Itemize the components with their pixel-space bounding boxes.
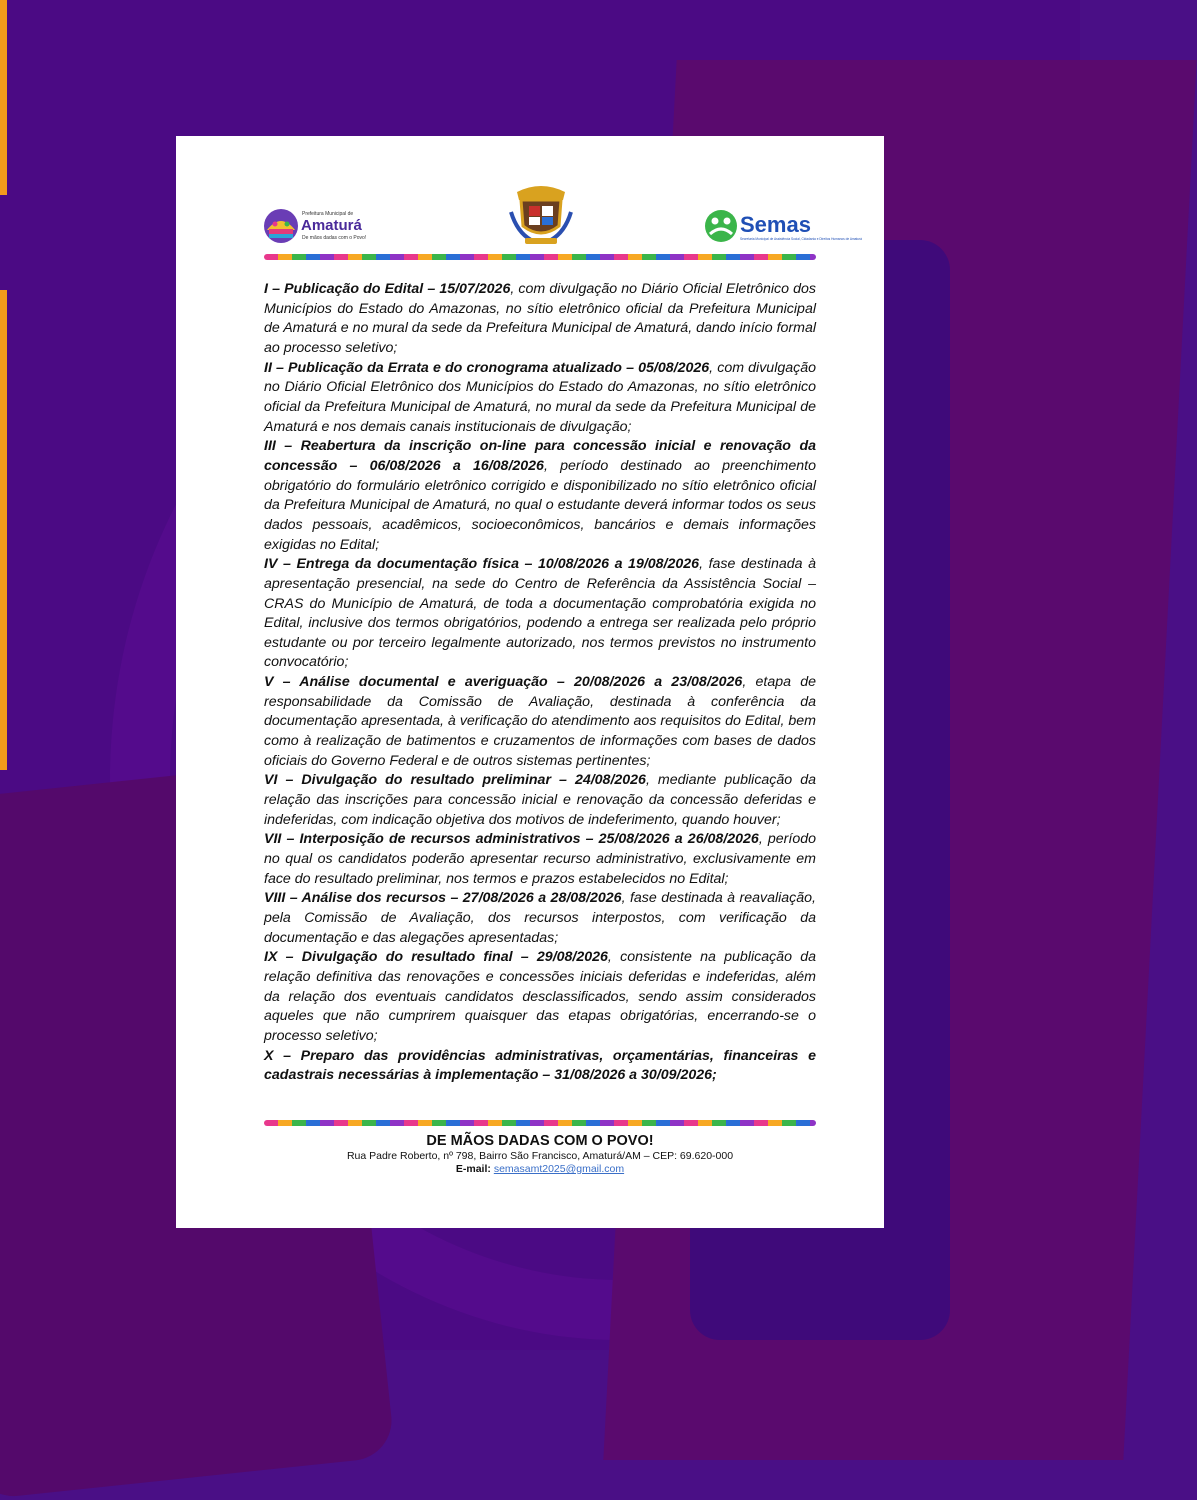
schedule-item-title: VI – Divulgação do resultado preliminar – 24/08/2026	[264, 772, 646, 789]
schedule-item-3	[264, 437, 816, 555]
schedule-item-text: , período destinado ao preenchimento obrigatório do formulário eletrônico corrigido e disponibilizado no sítio eletrônico oficial da Prefeitura Municipal de Amaturá, no qual o estudante deverá informar todos os seus dados pessoais, acadêmicos, socioeconômicos, bancários e demais informações exigidas no Edital;	[264, 457, 816, 553]
schedule-item-text: , fase destinada à apresentação presencial, na sede do Centro de Referência da Assistência Social – CRAS do Município de Amaturá, de toda a documentação comprobatória exigida no Edital, inclusive dos termos obrigatórios, podendo a entrega ser realizada pelo próprio estudante ou por terceiro legalmente autorizado, nos termos previstos no instrumento convocatório;	[264, 556, 816, 671]
schedule-item-5	[264, 673, 816, 771]
schedule-item-title: III – Reabertura da inscrição on-line para concessão inicial e renovação da concessão – 06/08/2026 a 16/08/2026	[264, 438, 816, 474]
schedule-item-8	[264, 889, 816, 948]
schedule-item-title: VIII – Análise dos recursos – 27/08/2026 a 28/08/2026	[264, 890, 622, 907]
schedule-item-4	[264, 555, 816, 673]
footer-email-label: E-mail:	[455, 1163, 491, 1175]
document-page	[176, 136, 884, 1228]
orange-accent-bar-lower	[0, 290, 7, 770]
schedule-item-9	[264, 948, 816, 1046]
schedule-item-title: V – Análise documental e averiguação – 20/08/2026 a 23/08/2026	[264, 674, 743, 691]
schedule-item-10	[264, 1047, 816, 1086]
header-color-stripe	[264, 254, 816, 260]
schedule-item-title: VII – Interposição de recursos administrativos – 25/08/2026 a 26/08/2026	[264, 831, 759, 848]
amatura-logo-top-text: Prefeitura Municipal de	[302, 211, 354, 217]
schedule-item-title: II – Publicação da Errata e do cronograma atualizado – 05/08/2026	[264, 359, 710, 376]
semas-logo-subtitle: Secretaria Municipal de Assistência Social, Cidadania e Direitos Humanos de Amaturá	[740, 237, 862, 241]
document-footer	[264, 1132, 816, 1176]
orange-accent-bar	[0, 0, 7, 195]
schedule-item-text: , com divulgação no Diário Oficial Eletrônico dos Municípios do Estado do Amazonas, no sítio eletrônico oficial da Prefeitura Municipal de Amaturá, no mural da sede da Prefeitura Municipal de Amaturá e nos demais canais institucionais de divulgação;	[264, 359, 816, 435]
schedule-item-7	[264, 830, 816, 889]
schedule-item-6	[264, 771, 816, 830]
footer-email-line	[264, 1163, 816, 1176]
schedule-item-text: , mediante publicação da relação das inscrições para concessão inicial e renovação da concessão deferidas e indeferidas, com indicação objetiva dos motivos de indeferimento, quando houver;	[264, 772, 816, 828]
document-body	[264, 280, 816, 1086]
schedule-item-text: , com divulgação no Diário Oficial Eletrônico dos Municípios do Estado do Amazonas, no sítio eletrônico oficial da Prefeitura Municipal de Amaturá e no mural da sede da Prefeitura Municipal de Amaturá, dando início formal ao processo seletivo;	[264, 281, 817, 356]
schedule-item-text: , fase destinada à reavaliação, pela Comissão de Avaliação, dos recursos interpostos, com verificação da documentação e das alegações apresentadas;	[264, 890, 817, 946]
semas-logo	[704, 208, 862, 244]
schedule-item-title: I – Publicação do Edital – 15/07/2026	[264, 281, 511, 297]
schedule-item-text: , consistente na publicação da relação definitiva das renovações e concessões iniciais deferidas e indeferidas, além da relação dos eventuais candidatos desclassificados, sendo assim considerados aqueles que não cumprirem quaisquer das etapas obrigatórias, encerrando-se o processo seletivo;	[264, 949, 816, 1044]
semas-logo-name: Semas	[740, 212, 811, 237]
footer-color-stripe	[264, 1120, 816, 1126]
municipal-coat-of-arms-icon	[509, 182, 573, 248]
schedule-item-2	[264, 359, 816, 438]
amatura-logo-name: Amaturá	[301, 217, 362, 234]
schedule-item-1	[264, 280, 816, 359]
schedule-item-title: IV – Entrega da documentação física – 10/08/2026 a 19/08/2026	[264, 556, 700, 573]
amatura-logo-tagline: De mãos dadas com o Povo!	[302, 235, 367, 241]
footer-slogan: DE MÃOS DADAS COM O POVO!	[426, 1133, 654, 1149]
schedule-item-title: X – Preparo das providências administrativas, orçamentárias, financeiras e cadastrais necessárias à implementação – 31/08/2026 a 30/09/2026;	[264, 1047, 816, 1084]
amatura-logo	[264, 206, 374, 246]
footer-email-link[interactable]: semasamt2025@gmail.com	[493, 1163, 625, 1175]
schedule-item-text: , período no qual os candidatos poderão apresentar recurso administrativo, exclusivamente em face do resultado preliminar, nos termos e prazos estabelecidos no Edital;	[264, 831, 816, 887]
schedule-item-text: , etapa de responsabilidade da Comissão de Avaliação, destinada à conferência da documentação apresentada, à verificação do atendimento aos requisitos do Edital, bem como à realização de batimentos e cruzamentos de informações com bases de dados oficiais do Governo Federal e de outros sistemas pertinentes;	[264, 674, 816, 769]
schedule-item-title: IX – Divulgação do resultado final – 29/08/2026	[264, 949, 608, 966]
document-header	[264, 178, 862, 262]
footer-address: Rua Padre Roberto, nº 798, Bairro São Francisco, Amaturá/AM – CEP: 69.620-000	[346, 1150, 734, 1162]
